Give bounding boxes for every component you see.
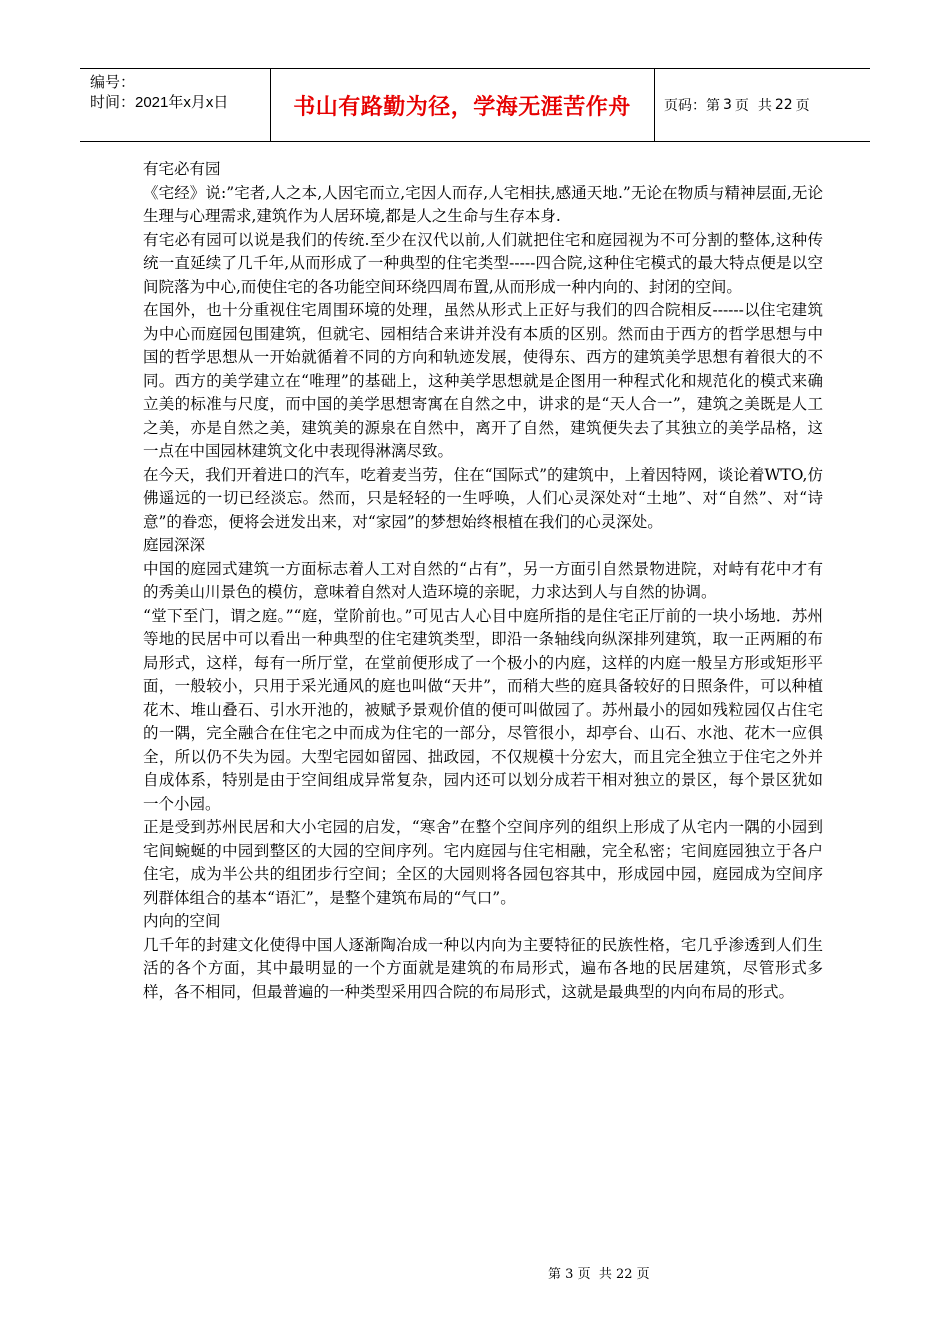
footer-suffix: 页 [636,1267,650,1282]
page-total: 22 [774,97,793,113]
paragraph: 有宅必有园可以说是我们的传统.至少在汉代以前,人们就把住宅和庭园视为不可分割的整体,这种传统一直延续了几千年,从而形成了一种典型的住宅类型-----四合院,这种住宅模式的最大特点便是以空间院落为中心,而使住宅的各功能空间环绕四周布置,从而形成一种内向的、封闭的空间。 [143,230,823,296]
paragraph: 在今天，我们开着进口的汽车，吃着麦当劳，住在“国际式”的建筑中，上着因特网，谈论着WTO,仿佛遥远的一切已经淡忘。然而，只是轻轻的一生呼唤，人们心灵深处对“土地”、对“自然”、对“诗意”的眷恋，便将会迸发出来，对“家园”的梦想始终根植在我们的心灵深处。 [143,465,823,531]
paragraph: 正是受到苏州民居和大小宅园的启发，“寒舍”在整个空间序列的组织上形成了从宅内一隅的小园到宅间蜿蜒的中园到整区的大园的空间序列。宅内庭园与住宅相融，完全私密；宅间庭园独立于各户住宅，成为半公共的组团步行空间；全区的大园则将各园包容其中，形成园中园，庭园成为空间序列群体组合的基本“语汇”，是整个建筑布局的“气口”。 [143,818,823,907]
serial-number-label: 编号： [90,74,136,91]
header-motto: 书山有路勤为径，学海无涯苦作舟 [293,94,631,120]
footer-mid: 页 共 [577,1267,612,1282]
paragraph: 几千年的封建文化使得中国人逐渐陶冶成一种以内向为主要特征的民族性格，宅几乎渗透到人们生活的各个方面，其中最明显的一个方面就是建筑的布局形式，遍布各地的民居建筑，尽管形式多样，各不相同，但最普遍的一种类型采用四合院的布局形式，这就是最典型的内向布局的形式。 [143,935,823,1001]
section-heading: 庭园深深 [143,536,206,554]
page-mid: 页 共 [734,98,772,114]
header-page-number [664,69,810,141]
footer-total-pages: 22 [615,1267,633,1282]
page-footer [548,1263,650,1282]
paragraph: 《宅经》说:”宅者,人之本,人因宅而立,宅因人而存,人宅相扶,感通天地.”无论在物质与精神层面,无论生理与心理需求,建筑作为人居环境,都是人之生命与生存本身. [143,183,823,225]
paragraph: 在国外，也十分重视住宅周围环境的处理，虽然从形式上正好与我们的四合院相反------以住宅建筑为中心而庭园包围建筑，但就宅、园相结合来讲并没有本质的区别。然而由于西方的哲学思想与中国的哲学思想从一开始就循着不同的方向和轨迹发展，使得东、西方的建筑美学思想有着很大的不同。西方的美学建立在“唯理”的基础上，这种美学思想就是企图用一种程式化和规范化的模式来确立美的标准与尺度，而中国的美学思想寄寓在自然之中，讲求的是“天人合一”，建筑之美既是人工之美，亦是自然之美，建筑美的源泉在自然中，离开了自然，建筑便失去了其独立的美学品格，这一点在中国园林建筑文化中表现得淋漓尽致。 [143,301,823,460]
page-end: 页 [795,98,810,114]
footer-prefix: 第 [548,1267,562,1282]
page-label: 页码：第 [664,98,720,114]
date-label: 时间：2021年x月x日 [90,94,229,111]
page-header [80,68,870,142]
footer-current-page: 3 [565,1267,574,1282]
document-body [143,158,823,1004]
section-heading: 有宅必有园 [143,160,221,178]
header-divider [654,69,655,141]
section-heading: 内向的空间 [143,912,221,930]
header-info [90,73,290,113]
paragraph: “堂下至门，谓之庭。”“庭，堂阶前也。”可见古人心目中庭所指的是住宅正厅前的一块小场地．苏州等地的民居中可以看出一种典型的住宅建筑类型，即沿一条轴线向纵深排列建筑，取一正两厢的布局形式，这样，每有一所厅堂，在堂前便形成了一个极小的内庭，这样的内庭一般呈方形或矩形平面，一般较小，只用于采光通风的庭也叫做“天井”，而稍大些的庭具备较好的日照条件，可以种植花木、堆山叠石、引水开池的，被赋予景观价值的便可叫做园了。苏州最小的园如残粒园仅占住宅的一隅，完全融合在住宅之中而成为住宅的一部分，尽管很小，却亭台、山石、水池、花木一应俱全，所以仍不失为园。大型宅园如留园、拙政园，不仅规模十分宏大，而且完全独立于住宅之外并自成体系，特别是由于空间组成异常复杂，园内还可以划分成若干相对独立的景区，每个景区犹如一个小园。 [143,606,823,813]
paragraph: 中国的庭园式建筑一方面标志着人工对自然的“占有”，另一方面引自然景物进院，对峙有花中才有的秀美山川景色的模仿，意味着自然对人造环境的亲昵，力求达到人与自然的协调。 [143,559,823,601]
page-current: 3 [723,97,732,113]
